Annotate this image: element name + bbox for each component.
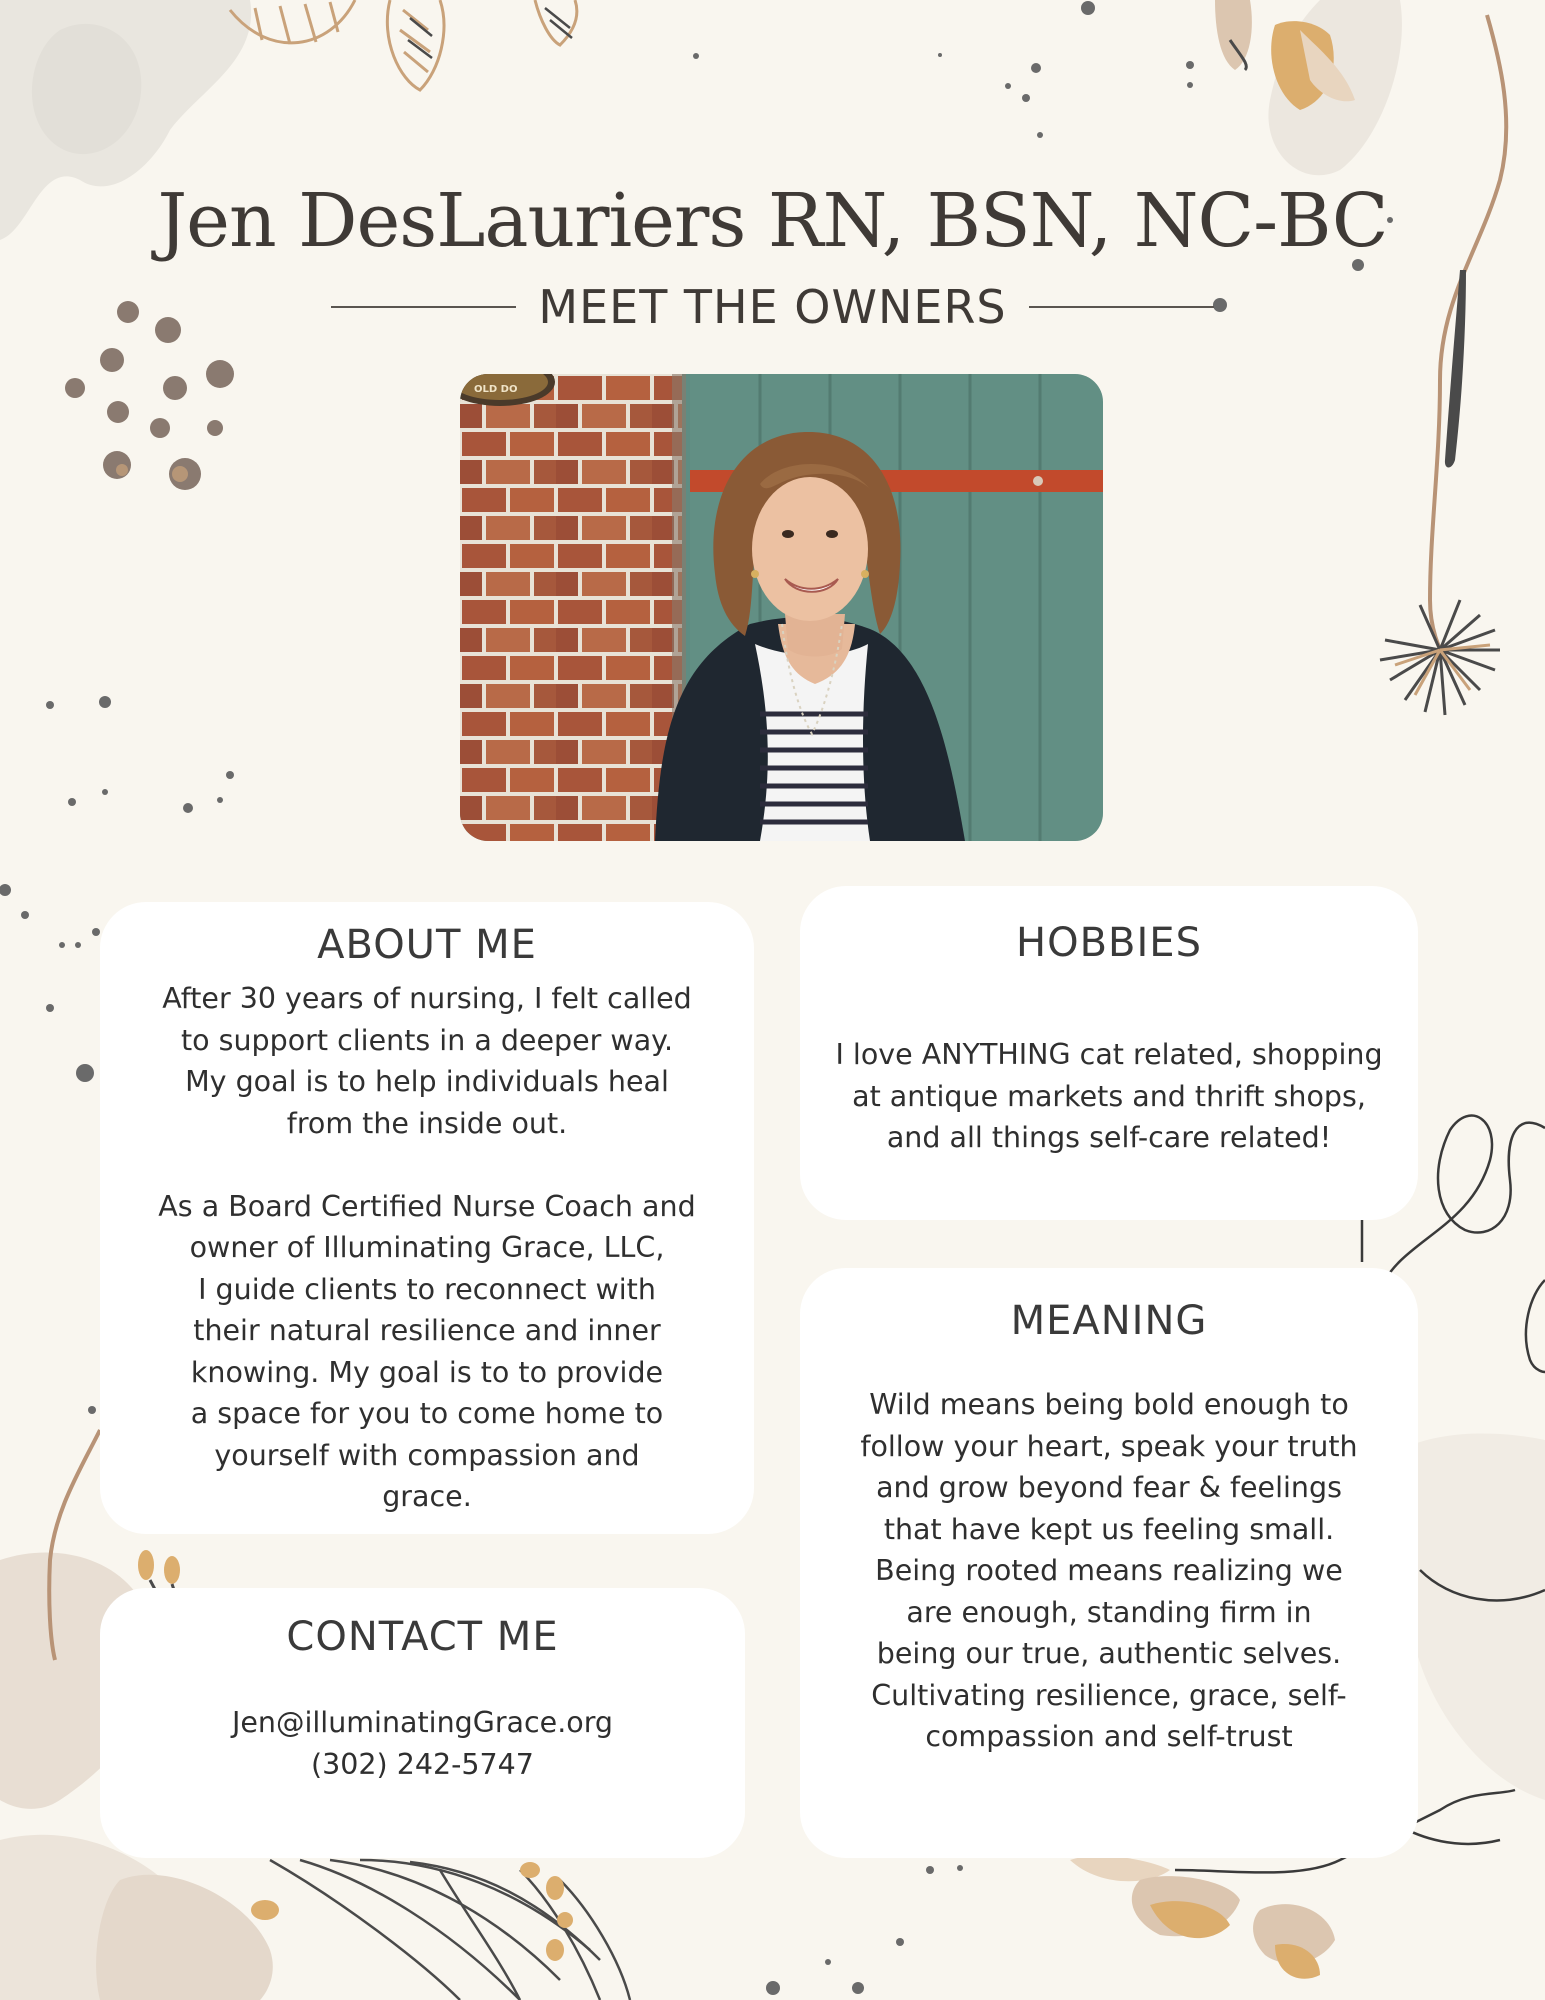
subtitle-left-rule: [331, 306, 516, 308]
sign-text: OLD DO: [474, 384, 518, 395]
subtitle-right-rule: [1029, 306, 1214, 308]
contact-body: Jen@illuminatingGrace.org (302) 242-5747: [231, 1706, 614, 1781]
hobbies-heading: HOBBIES: [1016, 920, 1202, 966]
subtitle-row: [0, 280, 1545, 334]
owner-photo-illustration: [460, 374, 1103, 841]
meaning-heading: MEANING: [1010, 1298, 1208, 1344]
meaning-body: Wild means being bold enough to follow your heart, speak your truth and grow beyond fear & feelings that have kept us feeling small. Being rooted means realizing we are enough, standing firm in being our true, authentic selves. Cultivating resilience, grace, self- compassion and self-trust: [860, 1388, 1358, 1753]
contact-heading: CONTACT ME: [286, 1614, 559, 1660]
about-body: After 30 years of nursing, I felt called to support clients in a deeper way. My goal is to help individuals heal from the inside out. As a Board Certified Nurse Coach and owner of Illuminating Grace, LLC, I guide clients to reconnect with their natural resilience and inner knowing. My goal is to to provide a space for you to come home to yourself with compassion and grace.: [158, 982, 696, 1513]
about-card: [100, 902, 754, 1534]
page-title: Jen DesLauriers RN, BSN, NC-BC: [157, 178, 1388, 264]
owner-photo: [460, 374, 1103, 841]
about-heading: ABOUT ME: [317, 922, 537, 968]
hobbies-card: [800, 886, 1418, 1220]
hobbies-body: I love ANYTHING cat related, shopping at antique markets and thrift shops, and all things self-care related!: [835, 1038, 1383, 1154]
meaning-card: [800, 1268, 1418, 1858]
contact-card: [100, 1588, 745, 1858]
page-subtitle: MEET THE OWNERS: [538, 280, 1007, 334]
